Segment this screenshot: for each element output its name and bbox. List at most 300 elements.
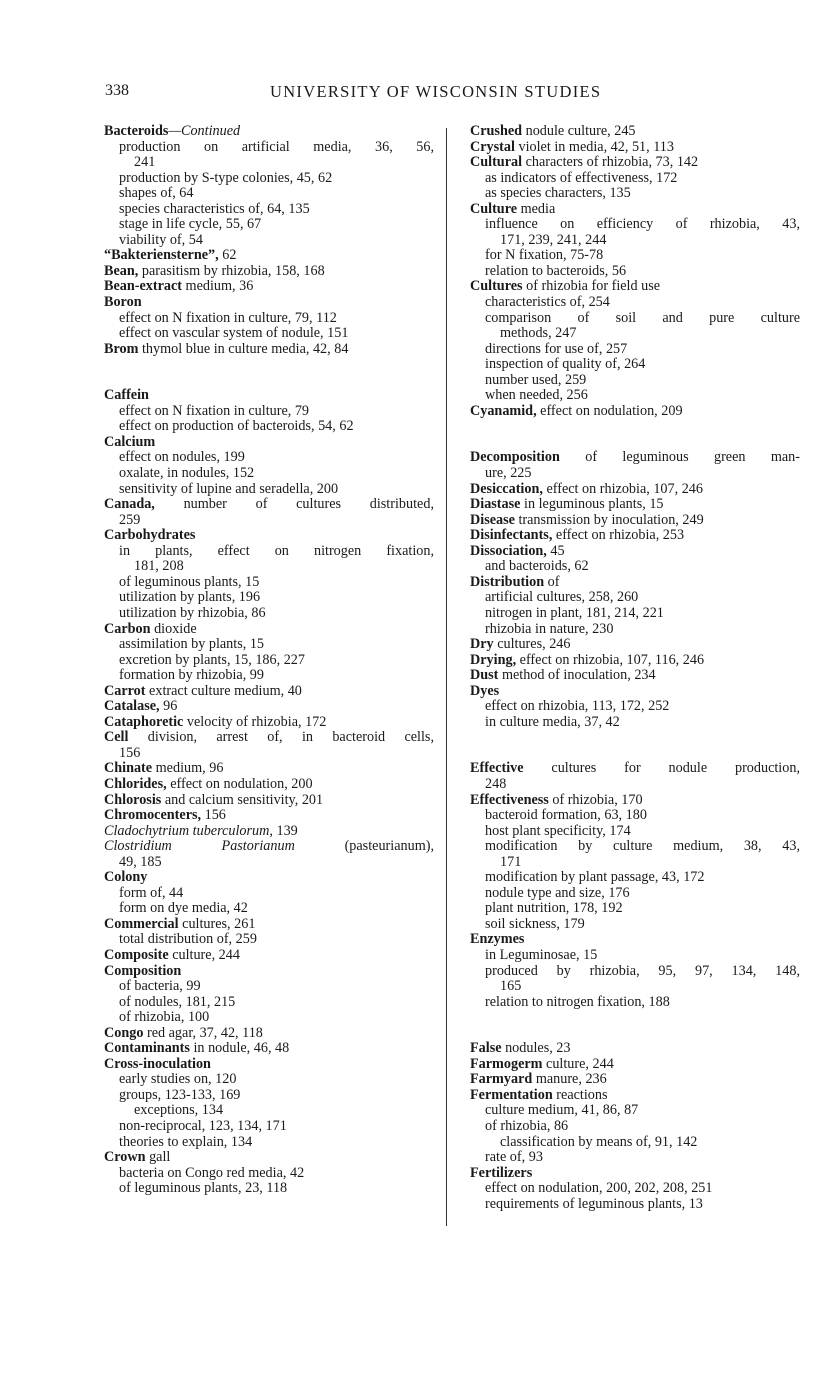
index-subentry: [104, 404, 434, 420]
index-text: groups, 123-133, 169: [119, 1086, 241, 1103]
index-text: methods, 247: [500, 325, 577, 342]
index-text: inspection of quality of, 264: [485, 356, 646, 373]
index-keyword: Bacteroids: [104, 123, 169, 139]
index-keyword: Cell: [104, 729, 129, 746]
index-gap: [470, 730, 800, 746]
index-subentry: [104, 1072, 434, 1088]
index-keyword: Cataphoretic: [104, 713, 184, 730]
index-text: and calcium sensitivity, 201: [161, 791, 324, 808]
index-keyword: Cultural: [470, 154, 523, 171]
index-text: relation to bacteroids, 56: [485, 262, 627, 279]
index-keyword: Caffein: [104, 387, 149, 404]
index-heading-entry: [104, 435, 434, 451]
index-heading-entry: [104, 824, 434, 840]
index-subentry: [104, 326, 434, 342]
index-text: effect on nodulation, 200, 202, 208, 251: [485, 1180, 713, 1197]
index-text: cultures for nodule production,: [523, 760, 800, 777]
index-subentry: [104, 171, 434, 187]
index-italic-term: Clostridium Pastorianum: [104, 838, 295, 855]
index-text: effect on N fixation in culture, 79: [119, 402, 310, 419]
index-text: oxalate, in nodules, 152: [119, 465, 255, 482]
index-keyword: Distribution: [470, 573, 545, 590]
index-text: artificial cultures, 258, 260: [485, 589, 639, 606]
index-gap: [104, 373, 434, 389]
index-text: 96: [159, 698, 178, 715]
index-subentry: [104, 233, 434, 249]
index-heading-entry: [470, 575, 800, 591]
index-subentry: [104, 637, 434, 653]
index-heading-entry: [470, 1088, 800, 1104]
index-text: 165: [500, 978, 522, 995]
index-subentry: [470, 964, 800, 980]
index-keyword: “Bakteriensterne”,: [104, 247, 219, 264]
index-heading-entry: [470, 279, 800, 295]
index-text: requirements of leguminous plants, 13: [485, 1195, 703, 1212]
index-subentry: [470, 1197, 800, 1213]
index-subentry: [470, 948, 800, 964]
index-subentry: [104, 995, 434, 1011]
index-text: 139: [272, 822, 298, 839]
index-heading-entry: [104, 761, 434, 777]
index-text: effect on nodulation, 209: [536, 402, 683, 419]
index-keyword: Decomposition: [470, 449, 560, 466]
index-subentry: [470, 777, 800, 793]
index-heading-entry: [104, 870, 434, 886]
index-text: 259: [119, 511, 141, 528]
index-text: modification by plant passage, 43, 172: [485, 869, 705, 886]
index-heading-entry: [470, 668, 800, 684]
index-text: formation by rhizobia, 99: [119, 667, 264, 684]
index-text: 171: [500, 853, 522, 870]
index-keyword: Cultures: [470, 278, 523, 295]
index-heading-entry: [104, 388, 434, 404]
index-text: influence on efficiency of rhizobia, 43,: [485, 216, 800, 233]
index-subentry: [104, 1166, 434, 1182]
index-keyword: Disease: [470, 511, 515, 528]
column-divider: [446, 128, 447, 1226]
index-text: stage in life cycle, 55, 67: [119, 216, 262, 233]
index-subentry: [104, 559, 434, 575]
index-text: of leguminous plants, 23, 118: [119, 1180, 288, 1197]
index-heading-entry: [104, 964, 434, 980]
index-text: in Leguminosae, 15: [485, 946, 598, 963]
index-keyword: False: [470, 1040, 502, 1057]
index-keyword: Dry: [470, 636, 494, 653]
index-heading-entry: [104, 279, 434, 295]
index-text: and bacteroids, 62: [485, 558, 589, 575]
index-heading-entry: [470, 1072, 800, 1088]
index-subentry: [470, 1103, 800, 1119]
index-keyword: Carrot: [104, 682, 146, 699]
index-text: division, arrest of, in bacteroid cells,: [128, 729, 434, 746]
index-keyword: Contaminants: [104, 1040, 190, 1057]
index-text: soil sickness, 179: [485, 915, 585, 932]
index-subentry: [470, 886, 800, 902]
index-subentry: [104, 186, 434, 202]
index-text: excretion by plants, 15, 186, 227: [119, 651, 305, 668]
index-text: of rhizobia for field use: [522, 278, 661, 295]
index-subentry: [470, 622, 800, 638]
index-keyword: Enzymes: [470, 931, 525, 948]
index-heading-entry: [470, 513, 800, 529]
index-heading-entry: [104, 1026, 434, 1042]
index-heading-entry: [104, 295, 434, 311]
index-subentry: [470, 699, 800, 715]
index-text: theories to explain, 134: [119, 1133, 253, 1150]
index-heading-entry: [470, 1041, 800, 1057]
index-subentry: [104, 746, 434, 762]
index-subentry: [104, 668, 434, 684]
index-heading-entry: [470, 1057, 800, 1073]
index-gap: [470, 435, 800, 451]
index-subentry: [470, 248, 800, 264]
index-subentry: [104, 311, 434, 327]
index-subentry: [470, 311, 800, 327]
index-heading-entry: [470, 140, 800, 156]
index-subentry: [104, 932, 434, 948]
index-heading-entry: [104, 622, 434, 638]
index-heading-entry: [470, 528, 800, 544]
index-heading-entry: [104, 948, 434, 964]
index-gap: [470, 746, 800, 762]
index-heading-entry: [470, 932, 800, 948]
index-subentry: [104, 979, 434, 995]
index-text: cultures, 246: [493, 636, 571, 653]
index-heading-entry: [470, 761, 800, 777]
index-keyword: Chlorides,: [104, 775, 167, 792]
index-text: production on artificial media, 36, 56,: [119, 138, 434, 155]
index-text: method of inoculation, 234: [498, 667, 656, 684]
index-heading-entry: [104, 839, 434, 855]
running-title: UNIVERSITY OF WISCONSIN STUDIES: [270, 82, 602, 101]
index-subentry: [470, 808, 800, 824]
index-text: effect on nodulation, 200: [166, 775, 313, 792]
index-heading-entry: [470, 544, 800, 560]
index-subentry: [470, 233, 800, 249]
index-text: reactions: [552, 1086, 608, 1103]
index-italic-term: —Continued: [168, 123, 241, 139]
index-text: bacteroid formation, 63, 180: [485, 807, 647, 824]
index-text: form on dye media, 42: [119, 900, 248, 917]
index-subentry: [104, 419, 434, 435]
index-text: of leguminous green man-: [559, 449, 800, 466]
index-heading-entry: [104, 730, 434, 746]
index-subentry: [470, 264, 800, 280]
index-heading-entry: [104, 1041, 434, 1057]
index-heading-entry: [104, 715, 434, 731]
index-heading-entry: [104, 793, 434, 809]
index-text: in leguminous plants, 15: [520, 496, 664, 513]
index-subentry: [470, 839, 800, 855]
index-keyword: Cross-inoculation: [104, 1055, 211, 1072]
index-heading-entry: [104, 777, 434, 793]
index-keyword: Crystal: [470, 138, 515, 155]
index-text: effect on rhizobia, 107, 116, 246: [516, 651, 705, 668]
index-text: plant nutrition, 178, 192: [485, 900, 623, 917]
index-text: of nodules, 181, 215: [119, 993, 236, 1010]
index-heading-entry: [104, 917, 434, 933]
index-heading-entry: [470, 202, 800, 218]
index-text: of rhizobia, 86: [485, 1118, 569, 1134]
index-subentry: [470, 559, 800, 575]
index-heading-entry: [104, 1057, 434, 1073]
page-number: 338: [105, 82, 129, 99]
index-text: ure, 225: [485, 465, 532, 482]
index-text: relation to nitrogen fixation, 188: [485, 993, 670, 1010]
index-text: exceptions, 134: [134, 1102, 224, 1119]
index-text: nodule type and size, 176: [485, 884, 630, 901]
index-text: rhizobia in nature, 230: [485, 620, 614, 637]
index-text: effect on rhizobia, 253: [552, 527, 685, 544]
index-keyword: Fermentation: [470, 1086, 553, 1103]
index-text: effect on rhizobia, 113, 172, 252: [485, 698, 670, 715]
index-text: effect on production of bacteroids, 54, 62: [119, 418, 354, 435]
index-text: culture medium, 41, 86, 87: [485, 1102, 639, 1119]
index-keyword: Culture: [470, 200, 518, 217]
index-text: thymol blue in culture media, 42, 84: [138, 340, 349, 357]
index-subentry: [104, 606, 434, 622]
index-heading-entry: [104, 699, 434, 715]
index-heading-entry: [470, 637, 800, 653]
index-heading-entry: [470, 1166, 800, 1182]
index-heading-entry: [104, 1150, 434, 1166]
index-subentry: [470, 357, 800, 373]
index-subentry: [104, 1135, 434, 1151]
index-text: manure, 236: [532, 1071, 607, 1088]
index-subentry: [470, 171, 800, 187]
index-subentry: [470, 1119, 800, 1135]
index-text: early studies on, 120: [119, 1071, 237, 1088]
index-text: 241: [134, 154, 156, 171]
index-heading-entry: [104, 528, 434, 544]
index-text: as species characters, 135: [485, 185, 631, 202]
index-heading-entry: [470, 653, 800, 669]
index-heading-entry: [470, 155, 800, 171]
index-subentry: [470, 217, 800, 233]
index-keyword: Brom: [104, 340, 139, 357]
index-keyword: Colony: [104, 869, 148, 886]
index-keyword: Effectiveness: [470, 791, 549, 808]
index-keyword: Chlorosis: [104, 791, 162, 808]
index-subentry: [104, 482, 434, 498]
index-text: 49, 185: [119, 853, 162, 870]
index-text: (pasteurianum),: [294, 838, 434, 855]
index-gap: [470, 1010, 800, 1026]
index-keyword: Farmyard: [470, 1071, 533, 1088]
index-text: sensitivity of lupine and seradella, 200: [119, 480, 339, 497]
index-keyword: Calcium: [104, 433, 156, 450]
index-keyword: Chinate: [104, 760, 153, 777]
index-subentry: [470, 870, 800, 886]
index-subentry: [470, 590, 800, 606]
index-subentry: [104, 653, 434, 669]
index-subentry: [104, 450, 434, 466]
index-keyword: Dissociation,: [470, 542, 547, 559]
index-subentry: [104, 202, 434, 218]
index-keyword: Dust: [470, 667, 499, 684]
index-heading-entry: [470, 684, 800, 700]
index-text: non-reciprocal, 123, 134, 171: [119, 1118, 287, 1134]
index-subentry: [470, 388, 800, 404]
index-subentry: [104, 155, 434, 171]
index-text: when needed, 256: [485, 387, 588, 404]
index-subentry: [104, 590, 434, 606]
index-text: nitrogen in plant, 181, 214, 221: [485, 604, 664, 621]
index-text: bacteria on Congo red media, 42: [119, 1164, 305, 1181]
index-text: produced by rhizobia, 95, 97, 134, 148,: [485, 962, 800, 979]
index-heading-entry: [104, 264, 434, 280]
index-heading-entry: [470, 404, 800, 420]
index-subentry: [104, 466, 434, 482]
index-keyword: Dyes: [470, 682, 500, 699]
index-text: gall: [145, 1149, 171, 1166]
index-gap: [470, 1026, 800, 1042]
index-keyword: Catalase,: [104, 698, 160, 715]
index-text: red agar, 37, 42, 118: [143, 1024, 263, 1041]
index-text: 45: [546, 542, 565, 559]
index-subentry: [470, 1181, 800, 1197]
index-text: production by S-type colonies, 45, 62: [119, 169, 333, 186]
index-text: in culture media, 37, 42: [485, 713, 620, 730]
index-subentry: [104, 1088, 434, 1104]
index-subentry: [470, 824, 800, 840]
index-text: species characteristics of, 64, 135: [119, 200, 310, 217]
index-text: number used, 259: [485, 371, 587, 388]
index-text: classification by means of, 91, 142: [500, 1133, 698, 1150]
index-subentry: [104, 575, 434, 591]
index-subentry: [470, 1135, 800, 1151]
index-text: effect on nodules, 199: [119, 449, 245, 466]
index-text: parasitism by rhizobia, 158, 168: [138, 262, 325, 279]
index-text: in nodule, 46, 48: [189, 1040, 290, 1057]
index-keyword: Boron: [104, 294, 142, 311]
index-keyword: Bean,: [104, 262, 139, 279]
index-text: rate of, 93: [485, 1149, 543, 1166]
index-subentry: [104, 217, 434, 233]
index-subentry: [470, 466, 800, 482]
index-text: viability of, 54: [119, 231, 203, 248]
index-keyword: Farmogerm: [470, 1055, 543, 1072]
index-text: 181, 208: [134, 558, 184, 575]
index-text: characters of rhizobia, 73, 142: [522, 154, 699, 171]
index-keyword: Effective: [470, 760, 524, 777]
index-keyword: Cyanamid,: [470, 402, 537, 419]
index-keyword: Bean-extract: [104, 278, 182, 295]
index-text: violet in media, 42, 51, 113: [514, 138, 674, 155]
index-text: nodules, 23: [501, 1040, 571, 1057]
index-text: medium, 36: [182, 278, 254, 295]
index-subentry: [470, 606, 800, 622]
index-keyword: Carbohydrates: [104, 527, 196, 544]
index-text: transmission by inoculation, 249: [514, 511, 704, 528]
index-subentry: [104, 1119, 434, 1135]
index-text: form of, 44: [119, 884, 184, 901]
index-text: of bacteria, 99: [119, 978, 201, 995]
index-text: in plants, effect on nitrogen fixation,: [119, 542, 434, 559]
index-subentry: [104, 855, 434, 871]
index-heading-entry: [104, 497, 434, 513]
index-heading-entry: [470, 124, 800, 140]
index-keyword: Crushed: [470, 123, 523, 139]
index-text: media: [517, 200, 556, 217]
index-gap: [104, 357, 434, 373]
index-subentry: [104, 1181, 434, 1197]
index-text: utilization by rhizobia, 86: [119, 604, 266, 621]
index-keyword: Diastase: [470, 496, 521, 513]
index-text: total distribution of, 259: [119, 931, 257, 948]
index-subentry: [470, 901, 800, 917]
index-text: number of cultures distributed,: [154, 496, 434, 513]
index-subentry: [470, 917, 800, 933]
index-text: effect on vascular system of nodule, 151: [119, 325, 349, 342]
index-text: extract culture medium, 40: [145, 682, 302, 699]
index-heading-entry: [470, 450, 800, 466]
index-text: 248: [485, 775, 507, 792]
index-subentry: [470, 373, 800, 389]
index-column-right: [470, 124, 800, 1212]
index-text: comparison of soil and pure culture: [485, 309, 800, 326]
index-text: modification by culture medium, 38, 43,: [485, 838, 800, 855]
index-heading-entry: [104, 248, 434, 264]
index-keyword: Canada,: [104, 496, 155, 513]
index-text: cultures, 261: [178, 915, 256, 932]
index-text: of rhizobia, 100: [119, 1009, 210, 1026]
index-subentry: [470, 715, 800, 731]
index-text: velocity of rhizobia, 172: [183, 713, 327, 730]
index-text: 62: [218, 247, 237, 264]
index-subentry: [104, 901, 434, 917]
index-subentry: [104, 1010, 434, 1026]
index-text: assimilation by plants, 15: [119, 636, 265, 653]
index-subentry: [470, 855, 800, 871]
index-keyword: Commercial: [104, 915, 179, 932]
index-text: 156: [201, 807, 226, 824]
index-text: host plant specificity, 174: [485, 822, 631, 839]
index-keyword: Crown: [104, 1149, 146, 1166]
index-keyword: Congo: [104, 1024, 144, 1041]
index-text: medium, 96: [152, 760, 224, 777]
index-keyword: Drying,: [470, 651, 517, 668]
index-text: of leguminous plants, 15: [119, 573, 260, 590]
index-subentry: [470, 995, 800, 1011]
index-subentry: [104, 513, 434, 529]
index-keyword: Disinfectants,: [470, 527, 553, 544]
index-heading-entry: [104, 808, 434, 824]
index-keyword: Chromocenters,: [104, 807, 202, 824]
index-subentry: [470, 342, 800, 358]
index-subentry: [104, 1103, 434, 1119]
index-heading-entry: [104, 684, 434, 700]
index-text: 156: [119, 744, 141, 761]
index-text: culture, 244: [168, 946, 240, 963]
index-text: as indicators of effectiveness, 172: [485, 169, 678, 186]
index-italic-term: Cladochytrium tuberculorum,: [104, 822, 273, 839]
index-text: utilization by plants, 196: [119, 589, 261, 606]
index-text: effect on rhizobia, 107, 246: [542, 480, 703, 497]
index-subentry: [104, 886, 434, 902]
index-keyword: Composition: [104, 962, 182, 979]
index-column-left: [104, 124, 434, 1197]
index-heading-entry: [470, 482, 800, 498]
index-heading-entry: [104, 124, 434, 140]
index-text: nodule culture, 245: [522, 123, 636, 139]
index-text: 171, 239, 241, 244: [500, 231, 607, 248]
index-text: culture, 244: [542, 1055, 614, 1072]
index-heading-entry: [470, 497, 800, 513]
index-text: of rhizobia, 170: [548, 791, 643, 808]
index-keyword: Desiccation,: [470, 480, 543, 497]
index-subentry: [104, 140, 434, 156]
